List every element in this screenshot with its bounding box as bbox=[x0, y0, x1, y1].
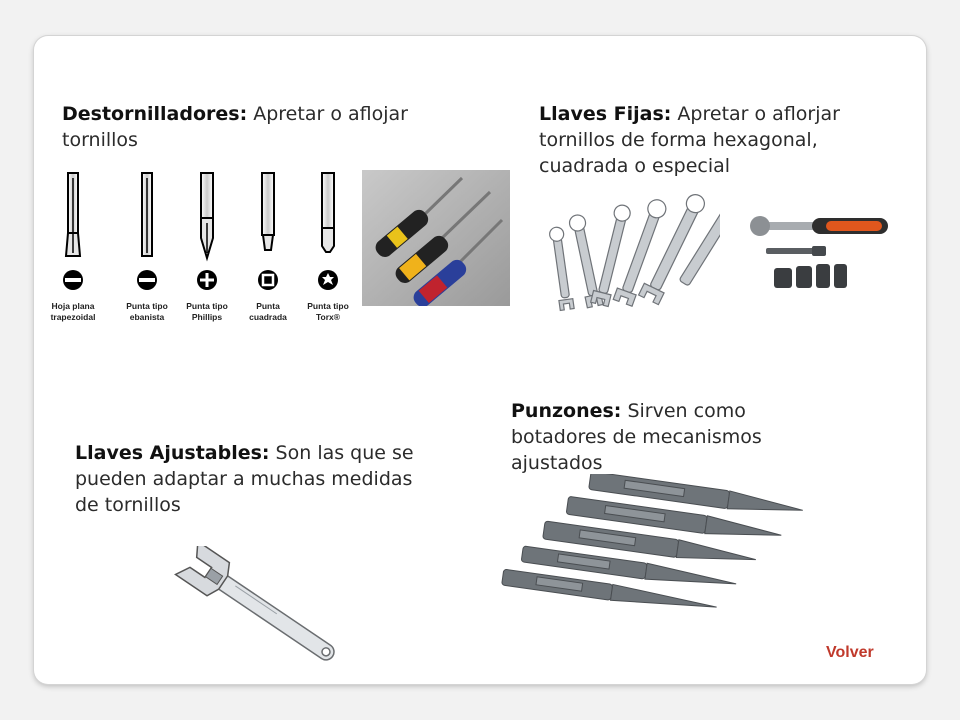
ratchet-set-photo bbox=[730, 208, 892, 294]
back-link[interactable]: Volver bbox=[826, 644, 874, 661]
destornilladores-title: Destornilladores: bbox=[62, 103, 248, 125]
tip-torx-icon bbox=[318, 173, 338, 290]
tip-flat-icon bbox=[63, 173, 83, 290]
tip-label-5a: Punta tipo bbox=[307, 301, 349, 311]
punzones-title: Punzones: bbox=[511, 400, 622, 422]
tip-label-4b: cuadrada bbox=[249, 312, 287, 322]
destornilladores-desc: Apretar o aflojar tornillos bbox=[62, 103, 408, 151]
tip-cabinet-icon bbox=[137, 173, 157, 290]
tip-label-1b: trapezoidal bbox=[50, 312, 96, 322]
punzones-text bbox=[511, 398, 811, 476]
tip-label-4a: Punta bbox=[256, 301, 280, 311]
tip-phillips-icon bbox=[197, 173, 217, 290]
adjustable-wrench-photo bbox=[158, 546, 352, 664]
screwdriver-tips-diagram bbox=[50, 168, 362, 330]
tip-label-5b: Torx® bbox=[315, 312, 341, 322]
tip-label-2a: Punta tipo bbox=[126, 301, 168, 311]
llaves-fijas-text bbox=[539, 101, 879, 179]
wrenches-photo bbox=[540, 188, 720, 320]
destornilladores-text bbox=[62, 101, 472, 153]
screwdrivers-photo bbox=[362, 170, 510, 306]
llaves-ajustables-title: Llaves Ajustables: bbox=[75, 442, 270, 464]
tip-label-3b: Phillips bbox=[191, 312, 223, 322]
llaves-fijas-title: Llaves Fijas: bbox=[539, 103, 672, 125]
punzones-desc: Sirven como botadores de mecanismos ajustados bbox=[511, 400, 762, 474]
punches-photo bbox=[494, 474, 814, 640]
llaves-fijas-desc: Apretar o aflorjar tornillos de forma hexagonal, cuadrada o especial bbox=[539, 103, 840, 177]
llaves-ajustables-text bbox=[75, 440, 435, 518]
tip-label-3a: Punta tipo bbox=[186, 301, 228, 311]
tip-label-1a: Hoja plana bbox=[51, 301, 95, 311]
tip-square-icon bbox=[258, 173, 278, 290]
llaves-ajustables-desc: Son las que se pueden adaptar a muchas medidas de tornillos bbox=[75, 442, 414, 516]
tip-label-2b: ebanista bbox=[129, 312, 165, 322]
